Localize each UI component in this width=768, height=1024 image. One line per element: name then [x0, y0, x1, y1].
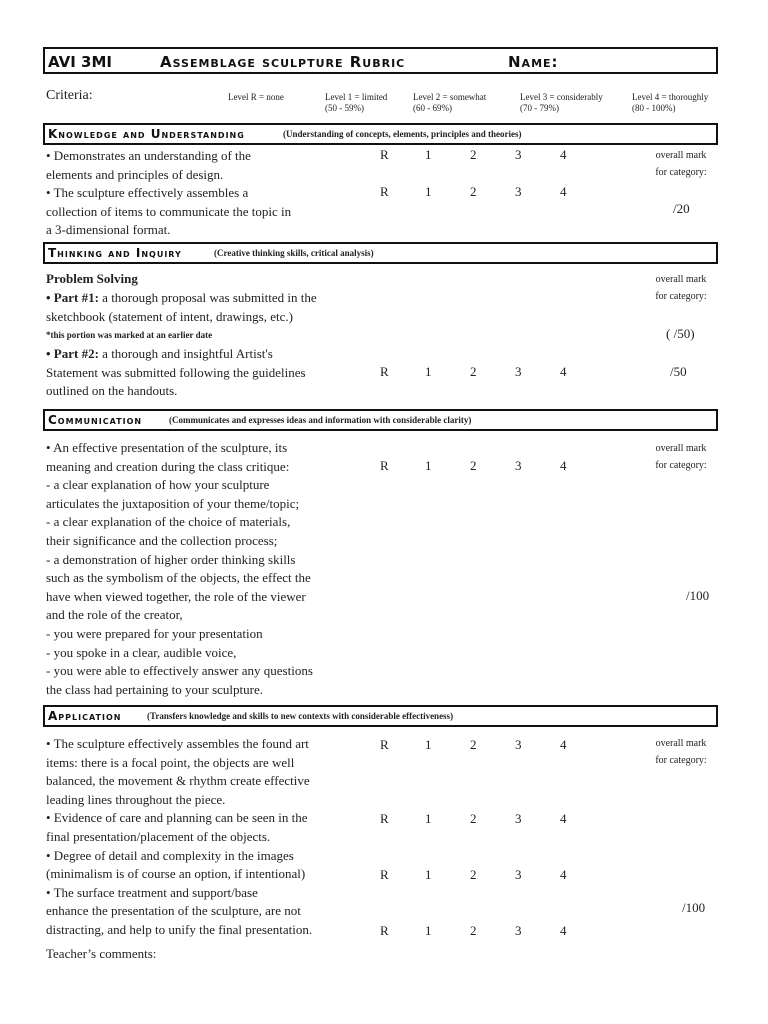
section-application-title: Application: [48, 709, 122, 723]
section-knowledge-title: Knowledge and Understanding: [48, 127, 245, 141]
scale-option-3[interactable]: 3: [515, 364, 522, 379]
criteria-label: Criteria:: [46, 88, 93, 103]
thinking-mark: /50: [670, 364, 687, 379]
application-criteria: [46, 735, 312, 940]
scale-option-1[interactable]: 1: [425, 923, 432, 938]
communication-line: articulates the juxtaposition of your theme/topic;: [46, 495, 300, 511]
thinking-part-1: • Part #1: a thorough proposal was submitted in the sketchbook (statement of intent, drawings, etc.): [46, 290, 317, 324]
application-overall-mark-label: overall mark for category:: [655, 738, 707, 766]
level-r: Level R = none: [228, 92, 284, 102]
scale-option-1[interactable]: 1: [425, 867, 432, 882]
scale-option-1[interactable]: 1: [425, 737, 432, 752]
scale-option-3[interactable]: 3: [515, 147, 522, 162]
section-communication-title: Communication: [48, 413, 143, 427]
scale-option-4[interactable]: 4: [560, 867, 567, 882]
scale-option-r[interactable]: R: [380, 867, 389, 882]
communication-line: such as the symbolism of the objects, the effect the: [46, 570, 311, 586]
thinking-note: *this portion was marked at an earlier date: [46, 330, 213, 340]
communication-line: - you were able to effectively answer any questions: [46, 663, 313, 679]
application-line: distracting, and help to unify the final presentation.: [46, 921, 313, 937]
communication-line: have when viewed together, the role of the viewer: [46, 588, 306, 604]
knowledge-overall-mark-label: overall mark for category:: [655, 150, 707, 178]
scale-option-1[interactable]: 1: [425, 184, 432, 199]
section-application-subtitle: (Transfers knowledge and skills to new contexts with considerable effectiveness): [147, 711, 454, 721]
application-line: • The surface treatment and support/base: [46, 884, 258, 900]
application-line: items: there is a focal point, the objects are well: [46, 754, 295, 770]
knowledge-item-1: • Demonstrates an understanding of the elements and principles of design.: [46, 148, 251, 182]
scale-option-1[interactable]: 1: [425, 811, 432, 826]
communication-line: - a clear explanation of how your sculpture: [46, 477, 270, 493]
application-mark: /100: [682, 900, 706, 915]
teacher-comments-label: Teacher’s comments:: [46, 946, 157, 961]
scale-option-4[interactable]: 4: [560, 811, 567, 826]
level-3: Level 3 = considerably (70 - 79%): [520, 92, 603, 113]
page-title: Assemblage sculpture Rubric: [160, 53, 406, 71]
scale-option-2[interactable]: 2: [470, 923, 477, 938]
scale-option-3[interactable]: 3: [515, 184, 522, 199]
scale-option-2[interactable]: 2: [470, 811, 477, 826]
scale-option-r[interactable]: R: [380, 811, 389, 826]
section-communication-subtitle: (Communicates and expresses ideas and information with considerable clarity): [169, 415, 472, 425]
knowledge-mark: /20: [673, 201, 690, 216]
scale-option-3[interactable]: 3: [515, 811, 522, 826]
scale-option-3[interactable]: 3: [515, 867, 522, 882]
communication-line: and the role of the creator,: [46, 607, 183, 623]
communication-line: - a clear explanation of the choice of materials,: [46, 514, 291, 530]
communication-line: meaning and creation during the class critique:: [46, 458, 290, 474]
thinking-overall-mark-label: overall mark for category:: [655, 274, 707, 302]
scale-option-r[interactable]: R: [380, 364, 389, 379]
application-line: • Degree of detail and complexity in the images: [46, 847, 294, 863]
communication-criteria: [46, 439, 313, 699]
problem-solving-heading: Problem Solving: [46, 271, 138, 286]
application-line: (minimalism is of course an option, if intentional): [46, 866, 306, 882]
scale-option-r[interactable]: R: [380, 184, 389, 199]
scale-option-1[interactable]: 1: [425, 147, 432, 162]
scale-option-r[interactable]: R: [380, 458, 389, 473]
scale-option-2[interactable]: 2: [470, 147, 477, 162]
scale-option-r[interactable]: R: [380, 737, 389, 752]
course-code: AVI 3MI: [48, 53, 112, 71]
scale-option-4[interactable]: 4: [560, 737, 567, 752]
application-line: final presentation/placement of the objects.: [46, 828, 271, 844]
communication-line: - a demonstration of higher order thinking skills: [46, 551, 296, 567]
application-line: • Evidence of care and planning can be seen in the: [46, 810, 308, 826]
scale-option-2[interactable]: 2: [470, 737, 477, 752]
thinking-part-2: • Part #2: a thorough and insightful Artist's Statement was submitted following the guidelines outlined on the handouts.: [46, 346, 306, 399]
scale-option-1[interactable]: 1: [425, 364, 432, 379]
communication-line: - you spoke in a clear, audible voice,: [46, 644, 237, 660]
application-line: balanced, the movement & rhythm create effective: [46, 773, 310, 789]
scale-option-3[interactable]: 3: [515, 923, 522, 938]
scale-option-3[interactable]: 3: [515, 737, 522, 752]
scale-option-4[interactable]: 4: [560, 147, 567, 162]
scale-option-4[interactable]: 4: [560, 184, 567, 199]
scale-option-2[interactable]: 2: [470, 458, 477, 473]
communication-mark: /100: [686, 588, 710, 603]
knowledge-item-2: • The sculpture effectively assembles a collection of items to communicate the topic in a 3-dimensional format.: [46, 185, 292, 238]
scale-option-r[interactable]: R: [380, 923, 389, 938]
application-line: leading lines throughout the piece.: [46, 791, 226, 807]
section-thinking-title: Thinking and Inquiry: [48, 246, 182, 260]
name-label: Name:: [508, 53, 559, 71]
scale-option-2[interactable]: 2: [470, 364, 477, 379]
level-4: Level 4 = thoroughly (80 - 100%): [632, 92, 709, 113]
communication-line: • An effective presentation of the sculpture, its: [46, 440, 288, 455]
application-line: • The sculpture effectively assembles the found art: [46, 736, 309, 751]
scale-option-3[interactable]: 3: [515, 458, 522, 473]
communication-line: - you were prepared for your presentation: [46, 625, 263, 641]
thinking-mark-earlier: ( /50): [666, 326, 695, 341]
communication-line: the class had pertaining to your sculpture.: [46, 681, 263, 697]
scale-option-4[interactable]: 4: [560, 458, 567, 473]
scale-option-4[interactable]: 4: [560, 364, 567, 379]
application-line: enhance the presentation of the sculpture, are not: [46, 903, 301, 919]
communication-overall-mark-label: overall mark for category:: [655, 443, 707, 471]
section-knowledge-subtitle: (Understanding of concepts, elements, principles and theories): [283, 129, 522, 139]
scale-option-2[interactable]: 2: [470, 867, 477, 882]
communication-line: their significance and the collection process;: [46, 532, 278, 548]
scale-option-1[interactable]: 1: [425, 458, 432, 473]
scale-option-r[interactable]: R: [380, 147, 389, 162]
level-1: Level 1 = limited (50 - 59%): [325, 92, 388, 113]
section-thinking-subtitle: (Creative thinking skills, critical analysis): [214, 248, 374, 258]
scale-option-4[interactable]: 4: [560, 923, 567, 938]
level-2: Level 2 = somewhat (60 - 69%): [413, 92, 487, 113]
scale-option-2[interactable]: 2: [470, 184, 477, 199]
